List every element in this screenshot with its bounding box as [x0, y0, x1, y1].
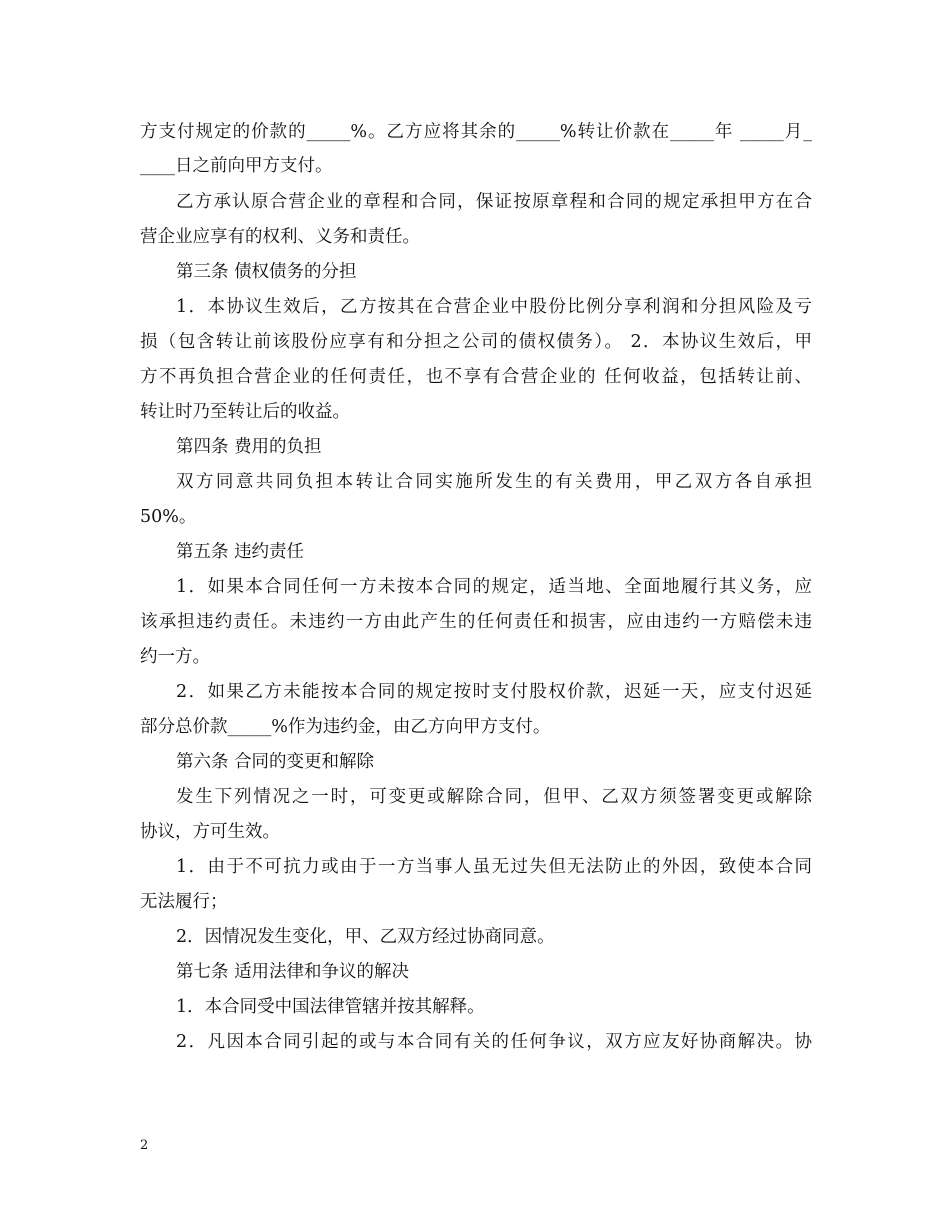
text-line: 1．如果本合同任何一方未按本合同的规定，适当地、全面地履行其义务，应	[176, 577, 812, 597]
text-line: 1．本合同受中国法律管辖并按其解释。	[176, 997, 485, 1017]
text-line: 该承担违约责任。未违约一方由此产生的任何责任和损害，应由违约一方赔偿未违	[140, 612, 812, 632]
text-line: 2．因情况发生变化，甲、乙双方经过协商同意。	[176, 927, 555, 947]
page-number: 2	[140, 1138, 149, 1153]
text-line: 1．本协议生效后，乙方按其在合营企业中股份比例分享利润和分担风险及亏	[176, 297, 812, 317]
text-line: 1．由于不可抗力或由于一方当事人虽无过失但无法防止的外因，致使本合同	[176, 857, 812, 877]
text-line: 协议，方可生效。	[140, 822, 280, 842]
section-heading: 第五条 违约责任	[176, 542, 305, 562]
section-heading: 第七条 适用法律和争议的解决	[176, 962, 410, 982]
text-line: 营企业应享有的权利、义务和责任。	[140, 227, 420, 247]
section-heading: 第三条 债权债务的分担	[176, 262, 357, 282]
section-heading: 第六条 合同的变更和解除	[176, 752, 375, 772]
text-line: ____日之前向甲方支付。	[140, 156, 333, 176]
text-line: 2．凡因本合同引起的或与本合同有关的任何争议，双方应友好协商解决。协	[176, 1032, 812, 1052]
text-line: 约一方。	[140, 647, 210, 667]
text-line: 转让时乃至转让后的收益。	[140, 402, 350, 422]
text-line: 部分总价款_____%作为违约金，由乙方向甲方支付。	[140, 717, 551, 737]
text-line: 方支付规定的价款的_____%。乙方应将其余的_____%转让价款在_____年 _____月_	[140, 122, 812, 142]
text-line: 50%。	[140, 507, 197, 527]
text-line: 乙方承认原合营企业的章程和合同，保证按原章程和合同的规定承担甲方在合	[176, 192, 812, 212]
text-line: 2．如果乙方未能按本合同的规定按时支付股权价款，迟延一天，应支付迟延	[176, 682, 812, 702]
text-line: 损（包含转让前该股份应享有和分担之公司的债权债务）。 2．本协议生效后，甲	[140, 332, 812, 352]
text-line: 发生下列情况之一时，可变更或解除合同，但甲、乙双方须签署变更或解除	[176, 787, 812, 807]
section-heading: 第四条 费用的负担	[176, 437, 322, 457]
text-line: 方不再负担合营企业的任何责任，也不享有合营企业的 任何收益，包括转让前、	[140, 367, 812, 387]
text-line: 双方同意共同负担本转让合同实施所发生的有关费用，甲乙双方各自承担	[176, 472, 812, 492]
text-line: 无法履行；	[140, 892, 228, 912]
